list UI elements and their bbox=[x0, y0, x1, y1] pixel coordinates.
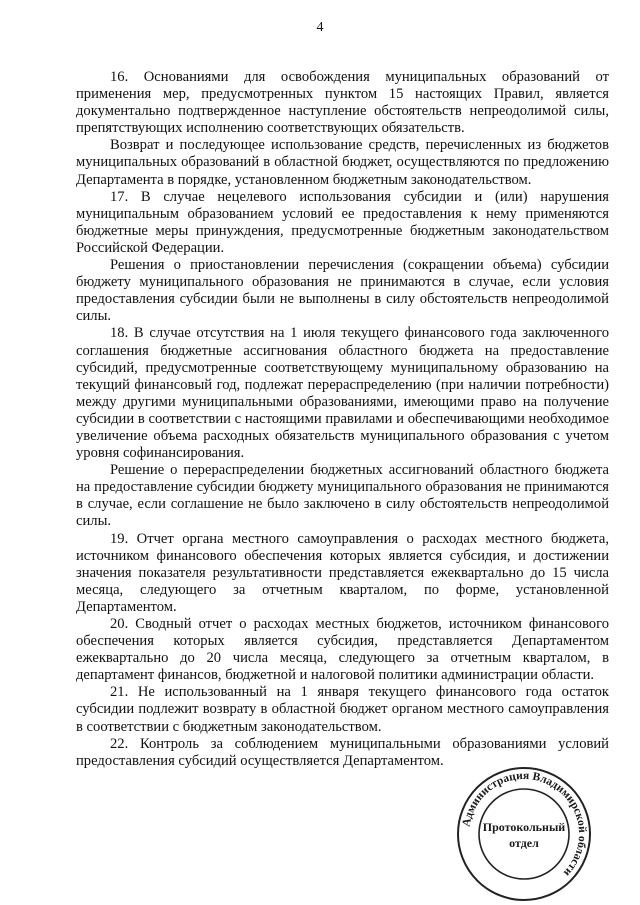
protocol-department-stamp bbox=[455, 765, 593, 903]
paragraph-18-redistribution: Решение о перераспределении бюджетных ассигнований областного бюджета на предоставление субсидии бюджету муниципального образования не принимаются в случае, если соглашение не было заключено в силу обстоятельств непреодолимой силы. bbox=[76, 462, 609, 530]
paragraph-17: 17. В случае нецелевого использования субсидии и (или) нарушения муниципальным образованием условий ее предоставления к нему применяются бюджетные меры принуждения, предусмотренные бюджетным законодательством Российской Федерации. bbox=[76, 188, 609, 256]
stamp-center-line2: отдел bbox=[509, 836, 539, 850]
stamp-ring-text: Администрация Владимирской области bbox=[460, 769, 589, 879]
paragraph-21: 21. Не использованный на 1 января текущего финансового года остаток субсидии подлежит возврату в областной бюджет органом местного самоуправления в соответствии с бюджетным законодательством. bbox=[76, 684, 609, 735]
paragraph-17-suspension: Решения о приостановлении перечисления (сокращении объема) субсидии бюджету муниципального образования не принимаются в случае, если условия предоставления субсидии были не выполнены в силу обстоятельств непреодолимой силы. bbox=[76, 257, 609, 325]
paragraph-19: 19. Отчет органа местного самоуправления о расходах местного бюджета, источником финансового обеспечения которых является субсидия, и достижении значения показателя результативности представляется ежеквартально до 15 числа месяца, следующего за отчетным кварталом, по форме, установленной Департаментом. bbox=[76, 530, 609, 615]
paragraph-16: 16. Основаниями для освобождения муниципальных образований от применения мер, предусмотренных пунктом 15 настоящих Правил, является документально подтвержденное наступление обстоятельств непреодолимой силы, препятствующих исполнению соответствующих обязательств. bbox=[76, 69, 609, 137]
paragraph-22: 22. Контроль за соблюдением муниципальными образованиями условий предоставления субсидий осуществляется Департаментом. bbox=[76, 735, 609, 769]
paragraph-18: 18. В случае отсутствия на 1 июля текущего финансового года заключенного соглашения бюджетные ассигнования областного бюджета на предоставление субсидий, предусмотренные соответствующему муниципальному образованию на текущий финансовый год, подлежат перераспределению (при наличии потребности) между другими муниципальными образованиями, имеющими право на получение субсидии в соответствии с настоящими правилами и обеспечивающими необходимое увеличение объема расходных обязательств муниципального образования с учетом уровня софинансирования. bbox=[76, 325, 609, 462]
page-number: 4 bbox=[316, 20, 324, 35]
paragraph-16-return: Возврат и последующее использование средств, перечисленных из бюджетов муниципальных образований в областной бюджет, осуществляются по предложению Департамента в порядке, установленном бюджетным законодательством. bbox=[76, 137, 609, 188]
paragraph-20: 20. Сводный отчет о расходах местных бюджетов, источником финансового обеспечения которых является субсидия, представляется Департаментом ежеквартально до 20 числа месяца, следующего за отчетным кварталом, в департамент финансов, бюджетной и налоговой политики администрации области. bbox=[76, 616, 609, 684]
document-body bbox=[76, 69, 609, 770]
stamp-center-line1: Протокольный bbox=[482, 820, 566, 834]
